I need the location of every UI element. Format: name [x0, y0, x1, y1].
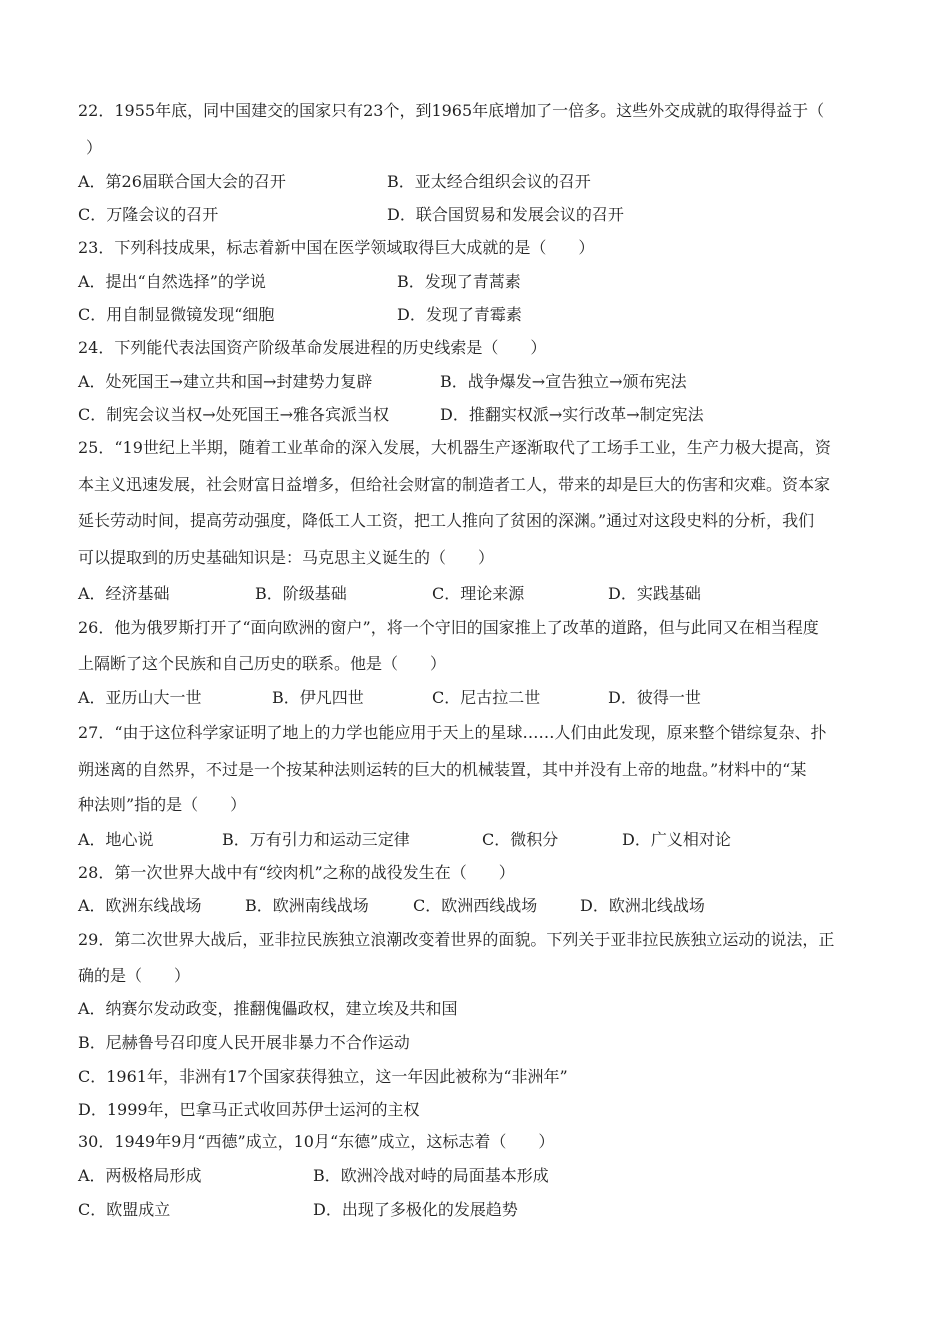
question-22-stem: 22．1955年底，同中国建交的国家只有23个，到1965年底增加了一倍多。这些外交成就的取得得益于（ — [78, 101, 825, 120]
question-27-stem: 27．“由于这位科学家证明了地上的力学也能应用于天上的星球……人们由此发现，原来整个错综复杂、扑 — [78, 723, 827, 742]
question-23-stem: 23．下列科技成果，标志着新中国在医学领域取得巨大成就的是（ ） — [78, 238, 595, 257]
question-29-stem: 29．第二次世界大战后，亚非拉民族独立浪潮改变着世界的面貌。下列关于亚非拉民族独立运动的说法，正 — [78, 930, 835, 949]
question-27-option-c: C．微积分 — [482, 830, 559, 849]
question-28-option-a: A．欧洲东线战场 — [78, 896, 202, 915]
question-22-stem: ） — [86, 138, 103, 157]
question-29-option-c: C．1961年，非洲有17个国家获得独立，这一年因此被称为“非洲年” — [78, 1067, 568, 1086]
question-28-stem: 28．第一次世界大战中有“绞肉机”之称的战役发生在（ ） — [78, 863, 515, 882]
question-29-option-a: A．纳赛尔发动政变，推翻傀儡政权，建立埃及共和国 — [78, 999, 458, 1018]
question-30-option-c: C．欧盟成立 — [78, 1200, 171, 1219]
question-30-option-d: D．出现了多极化的发展趋势 — [313, 1200, 518, 1219]
question-25-option-d: D．实践基础 — [608, 584, 701, 603]
question-23-option-a: A．提出“自然选择”的学说 — [78, 272, 266, 291]
question-27-stem: 朔迷离的自然界，不过是一个按某种法则运转的巨大的机械装置，其中并没有上帝的地盘。”材料中的“某 — [78, 760, 807, 779]
question-25-option-b: B．阶级基础 — [255, 584, 347, 603]
question-29-option-d: D．1999年，巴拿马正式收回苏伊士运河的主权 — [78, 1100, 420, 1119]
question-23-option-c: C．用自制显微镜发现“细胞 — [78, 305, 275, 324]
question-24-stem: 24．下列能代表法国资产阶级革命发展进程的历史线索是（ ） — [78, 338, 547, 357]
question-26-option-c: C．尼古拉二世 — [432, 688, 541, 707]
question-29-stem: 确的是（ ） — [78, 966, 191, 985]
question-27-option-b: B．万有引力和运动三定律 — [222, 830, 410, 849]
question-28-option-b: B．欧洲南线战场 — [245, 896, 369, 915]
question-24-option-d: D．推翻实权派→实行改革→制定宪法 — [440, 405, 704, 424]
question-26-option-b: B．伊凡四世 — [272, 688, 364, 707]
question-27-option-a: A．地心说 — [78, 830, 154, 849]
question-28-option-d: D．欧洲北线战场 — [580, 896, 705, 915]
question-27-option-d: D．广义相对论 — [622, 830, 731, 849]
question-26-option-a: A．亚历山大一世 — [78, 688, 202, 707]
question-28-option-c: C．欧洲西线战场 — [413, 896, 538, 915]
question-29-option-b: B．尼赫鲁号召印度人民开展非暴力不合作运动 — [78, 1033, 410, 1052]
question-24-option-b: B．战争爆发→宣告独立→颁布宪法 — [440, 372, 687, 391]
question-23-option-d: D．发现了青霉素 — [397, 305, 522, 324]
question-22-option-a: A．第26届联合国大会的召开 — [78, 172, 286, 191]
question-24-option-c: C．制宪会议当权→处死国王→雅各宾派当权 — [78, 405, 390, 424]
question-25-option-a: A．经济基础 — [78, 584, 170, 603]
question-23-option-b: B．发现了青蒿素 — [397, 272, 521, 291]
question-22-option-b: B．亚太经合组织会议的召开 — [387, 172, 591, 191]
question-25-stem: 本主义迅速发展，社会财富日益增多，但给社会财富的制造者工人，带来的却是巨大的伤害和灾难。资本家 — [78, 475, 831, 494]
question-26-option-d: D．彼得一世 — [608, 688, 701, 707]
question-25-stem: 延长劳动时间，提高劳动强度，降低工人工资，把工人推向了贫困的深渊。”通过对这段史料的分析，我们 — [78, 511, 815, 530]
question-25-stem: 可以提取到的历史基础知识是：马克思主义诞生的（ ） — [78, 548, 495, 567]
question-26-stem: 26．他为俄罗斯打开了“面向欧洲的窗户”，将一个守旧的国家推上了改革的道路，但与此同又在相当程度 — [78, 618, 819, 637]
question-24-option-a: A．处死国王→建立共和国→封建势力复辟 — [78, 372, 373, 391]
question-27-stem: 种法则”指的是（ ） — [78, 795, 247, 814]
question-30-stem: 30．1949年9月“西德”成立，10月“东德”成立，这标志着（ ） — [78, 1132, 555, 1151]
question-26-stem: 上隔断了这个民族和自己历史的联系。他是（ ） — [78, 654, 447, 673]
question-22-option-c: C．万隆会议的召开 — [78, 205, 219, 224]
question-25-option-c: C．理论来源 — [432, 584, 525, 603]
question-25-stem: 25．“19世纪上半期，随着工业革命的深入发展，大机器生产逐渐取代了工场手工业，生产力极大提高，资 — [78, 438, 831, 457]
question-30-option-a: A．两极格局形成 — [78, 1166, 202, 1185]
question-30-option-b: B．欧洲冷战对峙的局面基本形成 — [313, 1166, 549, 1185]
question-22-option-d: D．联合国贸易和发展会议的召开 — [387, 205, 624, 224]
